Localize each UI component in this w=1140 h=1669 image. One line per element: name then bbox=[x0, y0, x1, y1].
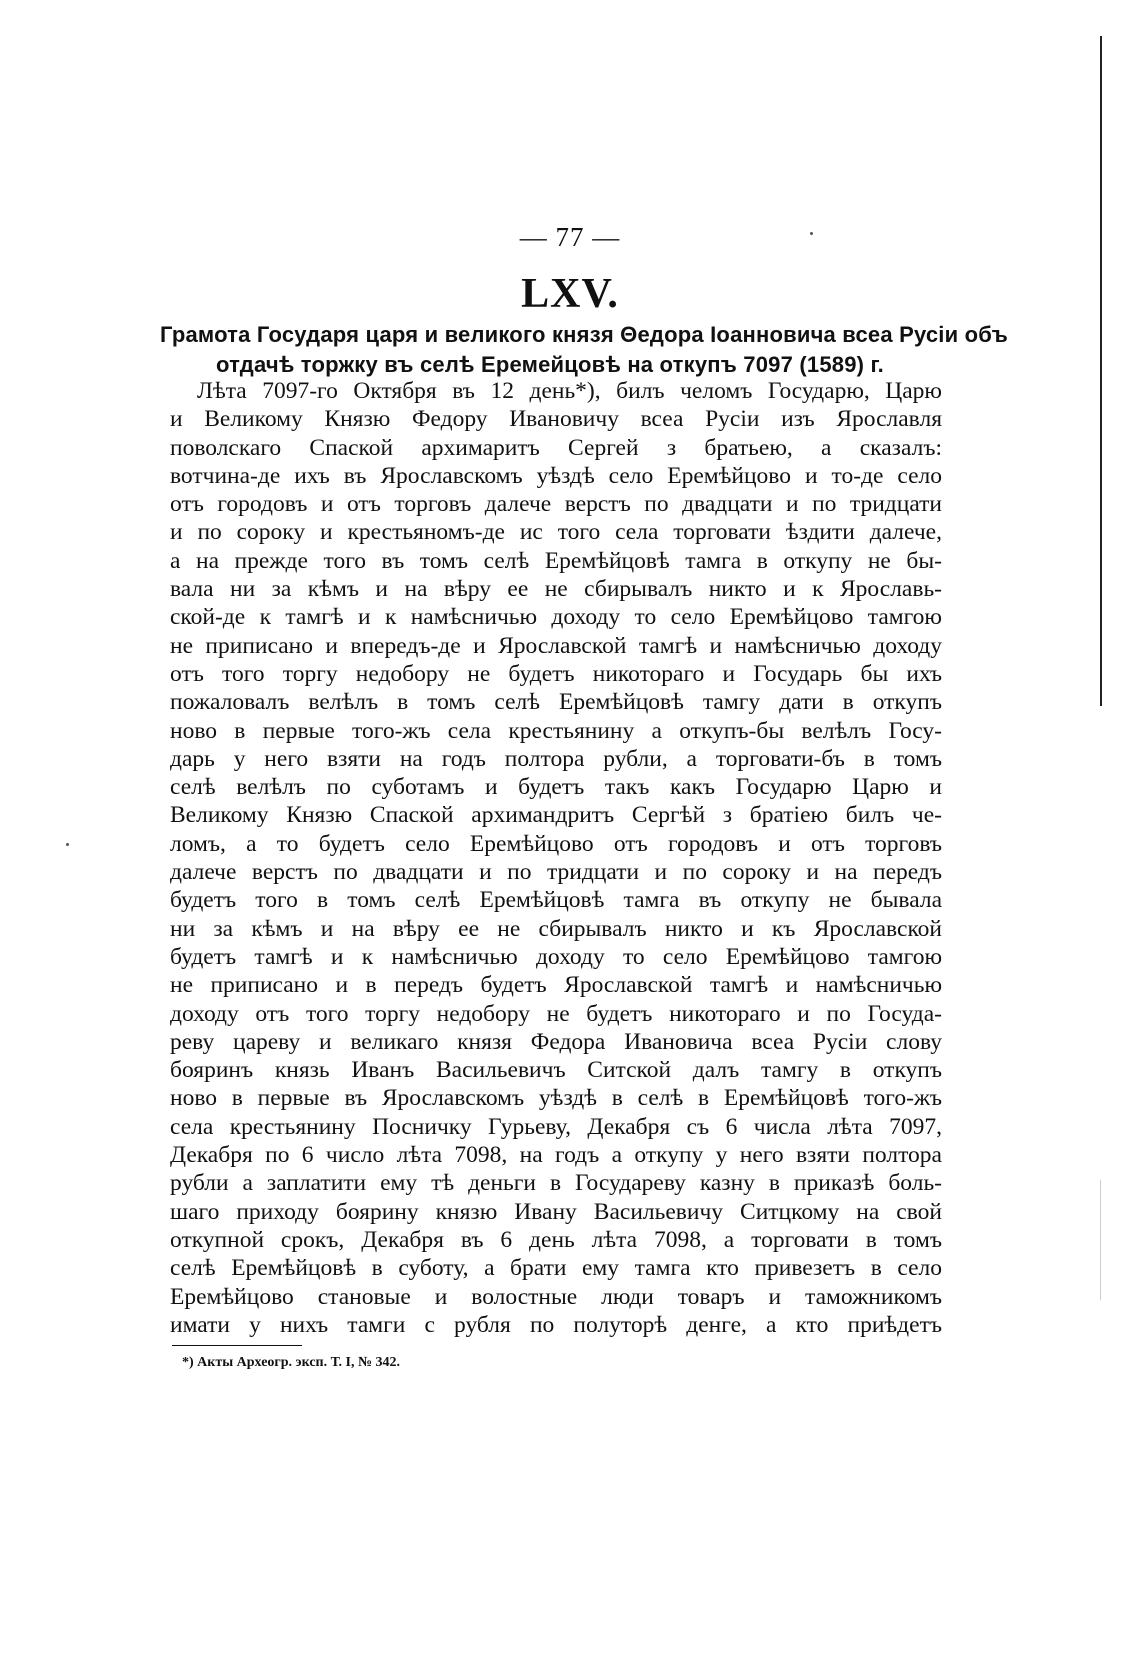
footnote-rule bbox=[172, 1345, 302, 1346]
body-line: поволскаго Спаской архимаритъ Сергей з братьею, а сказалъ: bbox=[170, 434, 942, 461]
body-line: селѣ велѣлъ по суботамъ и будетъ такъ какъ Государю Царю и bbox=[170, 774, 942, 801]
body-line: вала ни за кѣмъ и на вѣру ее не сбирывалъ никто и к Ярославь- bbox=[170, 576, 942, 603]
body-line: ново в первые того-жъ села крестьянину а откупъ-бы велѣлъ Госу- bbox=[170, 717, 942, 744]
section-number: LXV. bbox=[521, 271, 619, 317]
body-line: ни за кѣмъ и на вѣру ее не сбирывалъ никто и къ Ярославской bbox=[170, 915, 942, 942]
body-line: откупной срокъ, Декабря въ 6 день лѣта 7098, а торговати в томъ bbox=[170, 1226, 942, 1253]
body-line: шаго приходу боярину князю Ивану Васильевичу Ситцкому на свой bbox=[170, 1198, 942, 1225]
body-line: не приписано и в передъ будетъ Ярославской тамгѣ и намѣсничью bbox=[170, 972, 942, 999]
page-edge-line bbox=[1100, 1180, 1101, 1300]
body-line: ской-де к тамгѣ и к намѣсничью доходу то село Еремѣйцово тамгою bbox=[170, 604, 942, 631]
body-line: Декабря по 6 число лѣта 7098, на годъ а откупу у него взяти полтора bbox=[170, 1142, 942, 1169]
body-line: не приписано и впередъ-де и Ярославской тамгѣ и намѣсничью доходу bbox=[170, 632, 942, 659]
body-line: Лѣта 7097-го Октября въ 12 день*), билъ челомъ Государю, Царю bbox=[197, 378, 942, 404]
body-line: бояринъ князь Иванъ Васильевичъ Ситской далъ тамгу в откупъ bbox=[170, 1057, 942, 1084]
body-line: и по сороку и крестьяномъ-де ис того села торговати ѣздити далече, bbox=[170, 519, 942, 546]
body-line: ново в первые въ Ярославскомъ уѣздѣ в селѣ в Еремѣйцовѣ того-жъ bbox=[170, 1085, 942, 1112]
body-line: Великому Князю Спаской архимандритъ Сергѣй з братіею билъ че- bbox=[170, 802, 942, 829]
body-line: рубли а заплатити ему тѣ деньги в Государеву казну в приказѣ боль- bbox=[170, 1170, 942, 1197]
body-line: будетъ того в томъ селѣ Еремѣйцовѣ тамга въ откупу не бывала bbox=[170, 887, 942, 914]
body-line: села крестьянину Посничку Гурьеву, Декабря съ 6 числа лѣта 7097, bbox=[170, 1113, 942, 1140]
body-line: отъ городовъ и отъ торговъ далече верстъ по двадцати и по тридцати bbox=[170, 491, 942, 518]
title-line: отдачѣ торжку въ селѣ Еремейцовѣ на откупъ 7097 (1589) г. bbox=[216, 352, 884, 377]
body-line: а на прежде того въ томъ селѣ Еремѣйцовѣ тамга в откупу не бы- bbox=[170, 547, 942, 574]
title-line: Грамота Государя царя и великого князя Θедора Іоанновича всеа Русіи объ bbox=[160, 322, 1009, 347]
page-number: — 77 — bbox=[519, 222, 621, 252]
body-line: ломъ, а то будетъ село Еремѣйцово отъ городовъ и отъ торговъ bbox=[170, 830, 942, 857]
body-line: имати у нихъ тамги с рубля по полуторѣ денге, а кто приѣдетъ bbox=[170, 1311, 942, 1338]
body-line: реву цареву и великаго князя Федора Ивановича всеа Русіи слову bbox=[170, 1028, 942, 1055]
page-edge-line bbox=[1100, 36, 1102, 706]
body-line: Еремѣйцово становые и волостные люди товаръ и таможникомъ bbox=[170, 1283, 942, 1310]
body-text bbox=[170, 377, 942, 1339]
body-line: далече верстъ по двадцати и по тридцати и по сороку и на передъ bbox=[170, 859, 942, 886]
scan-speck bbox=[66, 843, 69, 846]
body-line: селѣ Еремѣйцовѣ в суботу, а брати ему тамга кто привезетъ в село bbox=[170, 1255, 942, 1282]
body-line: пожаловалъ велѣлъ в томъ селѣ Еремѣйцовѣ тамгу дати в откупъ bbox=[170, 689, 942, 716]
body-line: вотчина-де ихъ въ Ярославскомъ уѣздѣ село Еремѣйцово и то-де село bbox=[170, 462, 942, 489]
document-title bbox=[160, 320, 1009, 380]
body-line: дарь у него взяти на годъ полтора рубли, а торговати-бъ в томъ bbox=[170, 745, 942, 772]
body-line: будетъ тамгѣ и к намѣсничью доходу то село Еремѣйцово тамгою bbox=[170, 943, 942, 970]
body-line: отъ того торгу недобору не будетъ никотораго и Государь бы ихъ bbox=[170, 660, 942, 687]
body-line: доходу отъ того торгу недобору не будетъ никотораго и по Госуда- bbox=[170, 1000, 942, 1027]
body-line: и Великому Князю Федору Ивановичу всеа Русіи изъ Ярославля bbox=[170, 406, 942, 433]
footnote: *) Акты Археогр. эксп. Т. I, № 342. bbox=[182, 1355, 401, 1370]
